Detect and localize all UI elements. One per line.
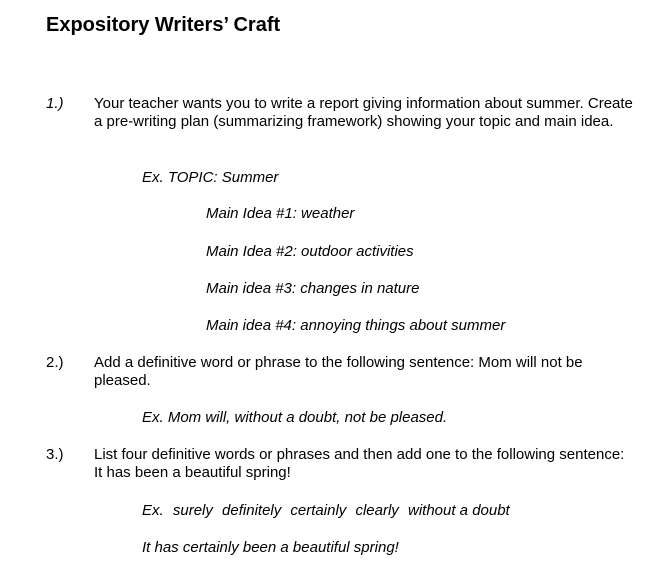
page-title: Expository Writers’ Craft bbox=[46, 14, 281, 36]
definitive-word: definitely bbox=[222, 502, 282, 519]
question-2-number: 2.) bbox=[46, 354, 64, 371]
example-topic: Ex. TOPIC: Summer bbox=[142, 169, 279, 186]
question-2-example: Ex. Mom will, without a doubt, not be pleased. bbox=[142, 409, 448, 426]
question-3-example-sentence: It has certainly been a beautiful spring! bbox=[142, 539, 399, 556]
definitive-words-example bbox=[142, 502, 515, 520]
example-label: Ex. bbox=[142, 502, 164, 519]
question-1-number: 1.) bbox=[46, 95, 64, 112]
question-3-number: 3.) bbox=[46, 446, 64, 463]
definitive-word: clearly bbox=[355, 502, 399, 519]
main-idea-3: Main idea #3: changes in nature bbox=[206, 280, 420, 297]
main-idea-4: Main idea #4: annoying things about summer bbox=[206, 317, 506, 334]
question-2-text: Add a definitive word or phrase to the following sentence: Mom will not be pleased. bbox=[94, 354, 583, 389]
definitive-word: surely bbox=[172, 502, 213, 519]
question-3-text: List four definitive words or phrases and then add one to the following sentence: It has been a beautiful spring! bbox=[94, 446, 625, 481]
question-1-text: Your teacher wants you to write a report giving information about summer. Create a pre-writing plan (summarizing framework) showing your topic and main idea. bbox=[94, 95, 633, 130]
main-idea-1: Main Idea #1: weather bbox=[206, 205, 355, 222]
main-idea-2: Main Idea #2: outdoor activities bbox=[206, 243, 414, 260]
definitive-word: without a doubt bbox=[407, 502, 510, 519]
definitive-word: certainly bbox=[290, 502, 347, 519]
